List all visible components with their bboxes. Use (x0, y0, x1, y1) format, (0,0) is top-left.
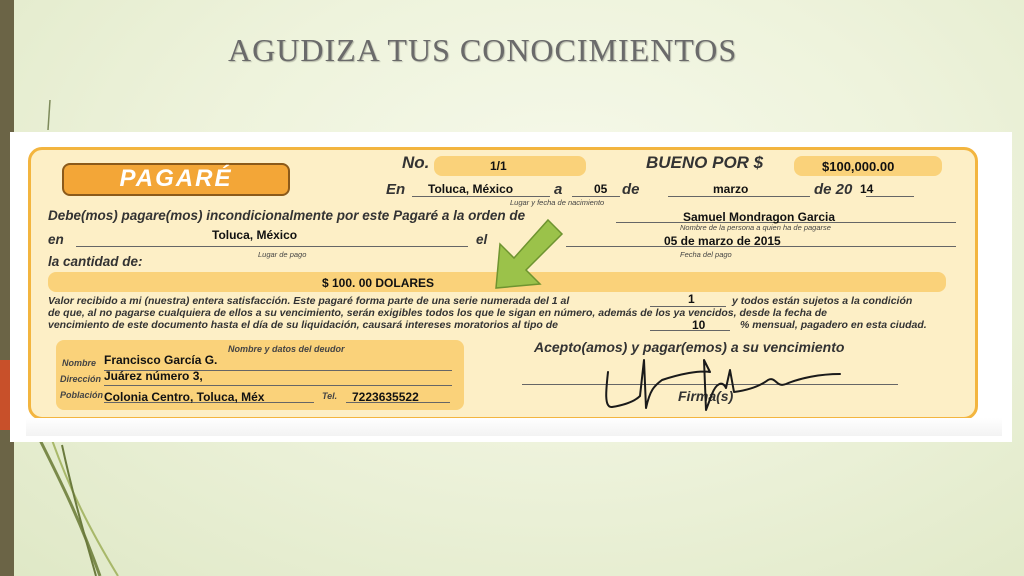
series-total: 1 (688, 292, 695, 306)
amount-value: $100,000.00 (822, 159, 895, 174)
year-line (866, 196, 914, 197)
document-bottom-edge (26, 418, 1002, 436)
en-label: En (386, 181, 406, 198)
debtor-phone: 7223635522 (352, 390, 419, 404)
year-label: de 20 (814, 181, 853, 198)
lugar-pago-caption: Lugar de pago (258, 250, 307, 259)
fecha-pago-caption: Fecha del pago (680, 250, 732, 259)
debtor-address: Juárez número 3, (104, 369, 203, 383)
note-number: 1/1 (490, 159, 507, 173)
debe-text: Debe(mos) pagare(mos) incondicionalmente por este Pagaré a la orden de (48, 208, 526, 223)
number-field (434, 156, 586, 176)
beneficiary-caption: Nombre de la persona a quien ha de pagarse (680, 223, 831, 232)
acepto-text: Acepto(amos) y pagar(emos) a su vencimiento (534, 339, 845, 355)
debtor-city: Colonia Centro, Toluca, Méx (104, 390, 265, 404)
en2-label: en (48, 232, 64, 247)
terms-line3a: vencimiento de este documento hasta el día de su liquidación, causará intereses moratorios al tipo de (48, 319, 558, 331)
terms-line1a: Valor recibido a mi (nuestra) entera satisfacción. Este pagaré forma parte de una serie numerada del 1 al (48, 295, 570, 307)
terms-line2: de que, al no pagarse cualquiera de ellos a su vencimiento, serán exigibles todos los que le sigan en número, además de los ya vencidos, desde la fecha de (48, 307, 828, 319)
nombre-label: Nombre (62, 358, 97, 368)
lugar-fecha-caption: Lugar y fecha de nacimiento (510, 198, 605, 207)
handwritten-signature (600, 350, 850, 415)
bueno-label: BUENO POR $ (646, 153, 764, 172)
day-value: 05 (594, 182, 608, 196)
interest-rate: 10 (692, 318, 706, 332)
debtor-address-line (104, 385, 452, 386)
firma-label: Firma(s) (678, 388, 734, 404)
terms-line1b: y todos están sujetos a la condición (732, 295, 913, 307)
place-line (412, 196, 550, 197)
slide-title: AGUDIZA TUS CONOCIMIENTOS (228, 32, 738, 68)
terms-line3b: % mensual, pagadero en esta ciudad. (740, 319, 927, 331)
place-value: Toluca, México (428, 182, 514, 196)
direccion-label: Dirección (60, 374, 102, 384)
payment-place-value: Toluca, México (212, 228, 298, 242)
no-label: No. (402, 153, 430, 172)
a-label: a (554, 181, 563, 198)
de-label: de (622, 181, 640, 198)
day-line (572, 196, 620, 197)
cantidad-label: la cantidad de: (48, 254, 143, 269)
payment-date-value: 05 de marzo de 2015 (664, 234, 781, 248)
green-arrow-down-left-icon (490, 214, 570, 294)
beneficiary-value: Samuel Mondragon Garcia (683, 210, 836, 224)
payment-place-line (76, 246, 468, 247)
debtor-name: Francisco García G. (104, 353, 218, 367)
month-line (668, 196, 810, 197)
pagare-badge: PAGARÉ (62, 163, 290, 196)
poblacion-label: Población (60, 390, 104, 400)
amount-words-value: $ 100. 00 DOLARES (322, 276, 435, 290)
debtor-header: Nombre y datos del deudor (228, 344, 345, 354)
interest-line (650, 330, 730, 331)
el-label: el (476, 232, 488, 247)
year-suffix: 14 (860, 182, 874, 196)
month-value: marzo (713, 182, 749, 196)
tel-label: Tel. (322, 391, 338, 401)
